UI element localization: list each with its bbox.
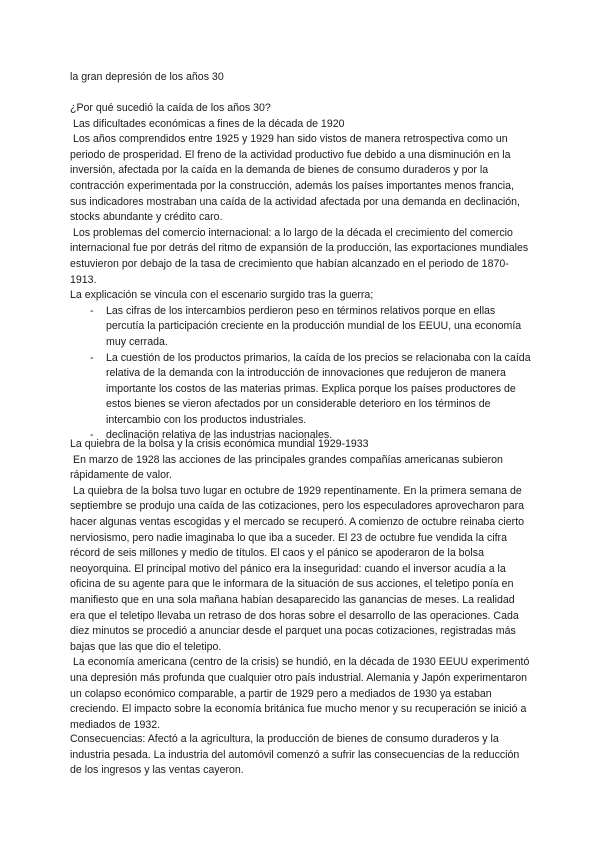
section-question: ¿Por qué sucedió la caída de los años 30?: [70, 102, 271, 114]
section-crash: [70, 437, 532, 733]
section-heading: La quiebra de la bolsa y la crisis económica mundial 1929-1933: [70, 438, 369, 450]
paragraph-american-economy: La economía americana (centro de la crisis) se hundió, en la década de 1930 EEUU experimentó una depresión más profunda que cualquier otro país industrial. Alemania y Japón experimentaron un colapso económico comparable, a partir de 1929 pero a mediados de 1930 ya estaban creciendo. El impacto sobre la economía británica fue mucho menor y su recuperación se inició a mediados de 1932.: [70, 656, 530, 731]
list-item-text: declinación relativa de las industrias nacionales.: [106, 429, 333, 442]
list-item: [70, 304, 532, 351]
dash-bullet: -: [90, 351, 94, 364]
section-causes: [70, 101, 532, 444]
section-consequences: [70, 732, 532, 779]
dash-bullet: -: [90, 429, 94, 442]
section-subtitle: Las dificultades económicas a fines de la década de 1920: [73, 117, 345, 130]
paragraph-prosperity: Los años comprendidos entre 1925 y 1929 han sido vistos de manera retrospectiva como un periodo de prosperidad. El freno de la actividad productivo fue debido a una disminución en la inversión, afectada por la caída en la demanda de bienes de consumo duraderos y por la contracción experimentada por la construcción, además los países importantes menos francia, sus indicadores mostraban una caída de la actividad afectada por una demanda en declinación, stocks abundante y crédito caro.: [70, 133, 520, 224]
list-item-text: La cuestión de los productos primarios, la caída de los precios se relacionaba con la caída relativa de la demanda con la introducción de innovaciones que redujeron de manera importante los costos de las materias primas. Explica porque los países productores de estos bienes se vieron afectados por un considerable deterioro en los términos de intercambio con los productos industriales.: [106, 351, 531, 426]
list-item-text: Las cifras de los intercambios perdieron peso en términos relativos porque en ellas percutía la participación creciente en la producción mundial de los EEUU, una economía muy cerrada.: [106, 304, 522, 348]
paragraph-international-trade: Los problemas del comercio internacional: a lo largo de la década el crecimiento del comercio internacional fue por detrás del ritmo de expansión de la producción, las exportaciones mundiales estuvieron por debajo de la tasa de crecimiento que habían alcanzado en el periodo de 1870-1913.: [70, 226, 529, 286]
paragraph-postwar-explanation: La explicación se vincula con el escenario surgido tras la guerra;: [70, 289, 374, 302]
explanation-list: [70, 304, 532, 444]
paragraph-march-1928: En marzo de 1928 las acciones de las principales grandes compañías americanas subieron rápidamente de valor.: [70, 453, 503, 482]
dash-bullet: -: [90, 304, 94, 317]
paragraph-consequences: Consecuencias: Afectó a la agricultura, la producción de bienes de consumo duraderos y la industria pesada. La industria del automóvil comenzó a sufrir las consecuencias de la reducción de los ingresos y las ventas cayeron.: [70, 733, 520, 777]
document-title: la gran depresión de los años 30: [70, 71, 224, 83]
list-item: [70, 351, 532, 429]
paragraph-crash-1929: La quiebra de la bolsa tuvo lugar en octubre de 1929 repentinamente. En la primera semana de septiembre se produjo una caída de las cotizaciones, pero los especuladores aprovecharon para hacer algunas ventas escogidas y el mercado se recuperó. A comienzo de octubre reinaba cierto nerviosismo, pero nadie imaginaba lo que iba a suceder. El 23 de octubre fue vendida la cifra récord de seis millones y medio de títulos. El caos y el pánico se apoderaron de la bolsa neoyorquina. El principal motivo del pánico era la inseguridad: cuando el inversor acudía a la oficina de su agente para que le informara de la situación de sus acciones, el teletipo ponía en manifiesto que en una sola mañana habían desaparecido las ganancias de meses. La realidad era que el teletipo llevaba un retraso de dos horas sobre el desarrollo de las operaciones. Cada diez minutos se procedió a anunciar desde el parquet una pocas cotizaciones, registradas más bajas que las que dio el teletipo.: [70, 484, 525, 653]
